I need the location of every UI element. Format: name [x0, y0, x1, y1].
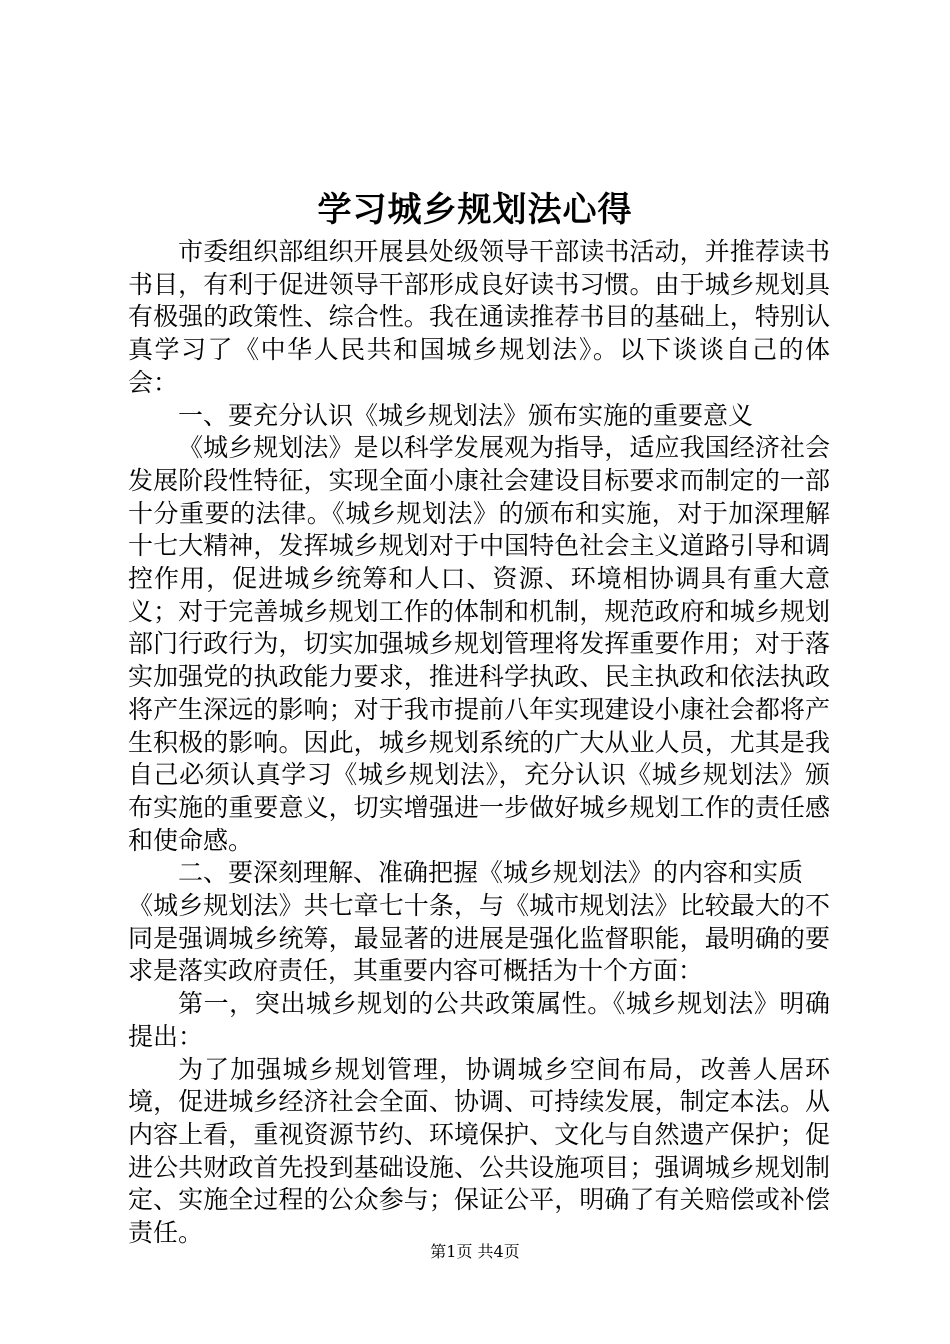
- paragraph-significance: 《城乡规划法》是以科学发展观为指导，适应我国经济社会发展阶段性特征，实现全面小康社会建设目标要求而制定的一部十分重要的法律。《城乡规划法》的颁布和实施，对于加深理解十七大精神，发挥城乡规划对于中国特色社会主义道路引导和调控作用，促进城乡统筹和人口、资源、环境相协调具有重大意义；对于完善城乡规划工作的体制和机制，规范政府和城乡规划部门行政行为，切实加强城乡规划管理将发挥重要作用；对于落实加强党的执政能力要求，推进科学执政、民主执政和依法执政将产生深远的影响；对于我市提前八年实现建设小康社会都将产生积极的影响。因此，城乡规划系统的广大从业人员，尤其是我自己必须认真学习《城乡规划法》，充分认识《城乡规划法》颁布实施的重要意义，切实增强进一步做好城乡规划工作的责任感和使命感。: [128, 433, 830, 855]
- document-title: 学习城乡规划法心得: [317, 190, 633, 230]
- page-number: 第1页 共4页: [430, 1242, 520, 1261]
- paragraph-point-1: 第一，突出城乡规划的公共政策属性。《城乡规划法》明确提出：: [128, 989, 830, 1051]
- paragraph-overview: 《城乡规划法》共七章七十条，与《城市规划法》比较最大的不同是强调城乡统筹，最显著的进展是强化监督职能，最明确的要求是落实政府责任，其重要内容可概括为十个方面：: [128, 891, 830, 986]
- paragraph-intro: 市委组织部组织开展县处级领导干部读书活动，并推荐读书书目，有利于促进领导干部形成良好读书习惯。由于城乡规划具有极强的政策性、综合性。我在通读推荐书目的基础上，特别认真学习了《中华人民共和国城乡规划法》。以下谈谈自己的体会：: [128, 237, 830, 397]
- paragraph-purpose: 为了加强城乡规划管理，协调城乡空间布局，改善人居环境，促进城乡经济社会全面、协调、可持续发展，制定本法。从内容上看，重视资源节约、环境保护、文化与自然遗产保护；促进公共财政首先投到基础设施、公共设施项目；强调城乡规划制定、实施全过程的公众参与；保证公平，明确了有关赔偿或补偿责任。: [128, 1054, 830, 1248]
- document-body: [128, 236, 830, 1250]
- section-heading-1: 一、要充分认识《城乡规划法》颁布实施的重要意义: [178, 400, 754, 430]
- section-heading-2: 二、要深刻理解、准确把握《城乡规划法》的内容和实质: [178, 858, 804, 888]
